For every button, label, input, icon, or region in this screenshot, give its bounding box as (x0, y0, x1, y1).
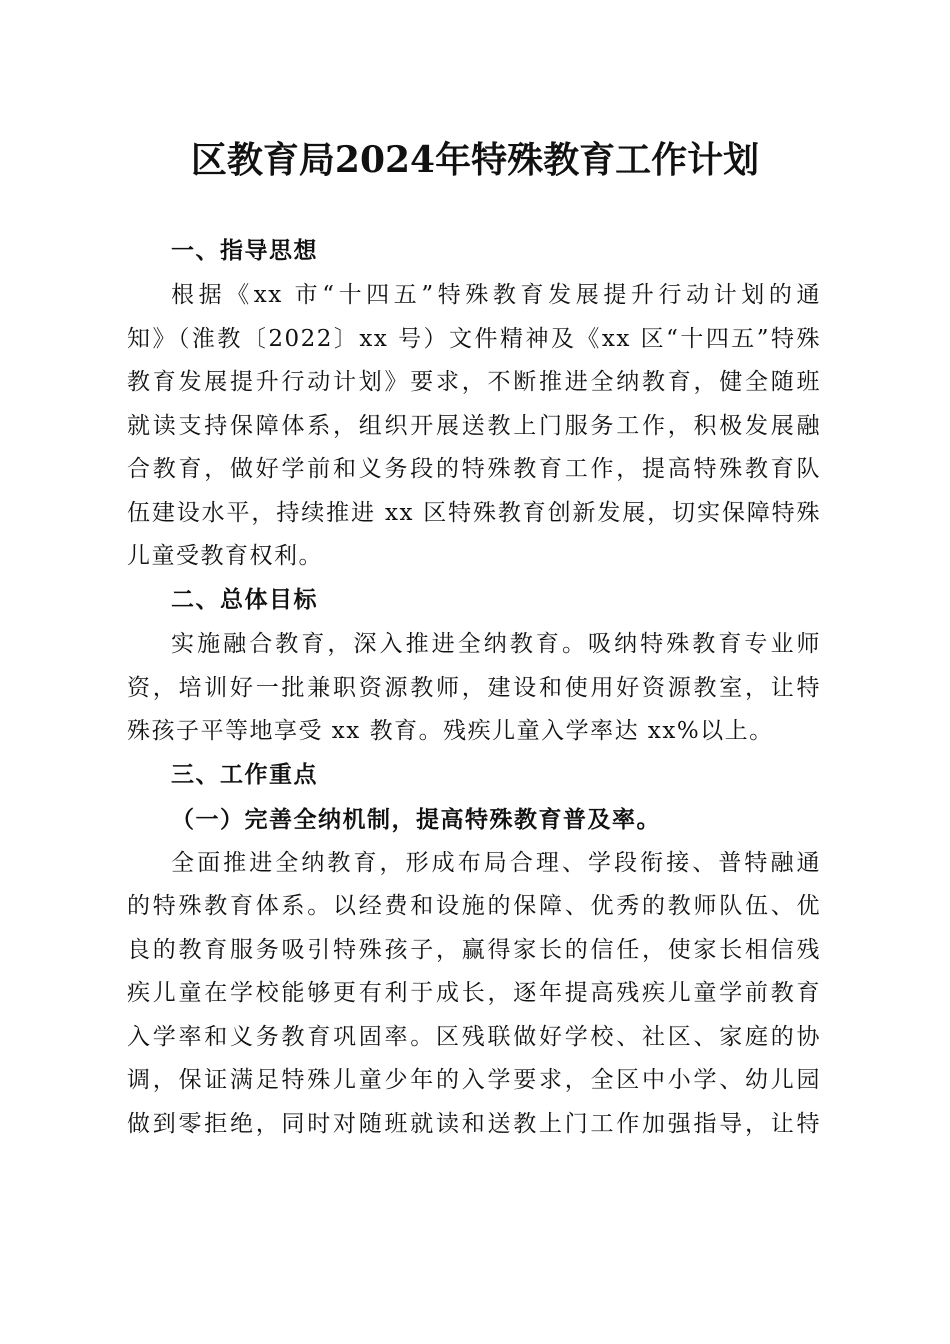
text-line: 入学率和义务教育巩固率。区残联做好学校、社区、家庭的协 (127, 1023, 821, 1050)
paragraph-work-focus (127, 842, 821, 1147)
text-line: 伍建设水平，持续推进 xx 区特殊教育创新发展，切实保障特殊 (127, 499, 821, 526)
text-line: 殊孩子平等地享受 xx 教育。残疾儿童入学率达 xx%以上。 (127, 718, 774, 744)
text-line: 的特殊教育体系。以经费和设施的保障、优秀的教师队伍、优 (127, 893, 821, 919)
text-line: 儿童受教育权利。 (127, 543, 323, 569)
paragraph-guiding-ideology (127, 274, 821, 579)
text-line: 疾儿童在学校能够更有利于成长，逐年提高残疾儿童学前教育 (127, 980, 821, 1006)
section-heading-guiding-ideology: 一、指导思想 (171, 238, 318, 264)
section-heading-work-focus: 三、工作重点 (171, 762, 318, 788)
text-line: 合教育，做好学前和义务段的特殊教育工作，提高特殊教育队 (127, 456, 821, 482)
text-line: 教育发展提升行动计划》要求，不断推进全纳教育，健全随班 (127, 369, 821, 395)
text-line: 知》（淮教〔2022〕xx 号）文件精神及《xx 区“十四五”特殊 (127, 325, 821, 352)
section-heading-overall-goals: 二、总体目标 (171, 587, 318, 613)
text-line: 做到零拒绝，同时对随班就读和送教上门工作加强指导，让特 (127, 1110, 821, 1137)
text-line: 根据《xx 市“十四五”特殊教育发展提升行动计划的通 (171, 282, 821, 308)
paragraph-overall-goals (127, 623, 821, 754)
subsection-heading: （一）完善全纳机制，提高特殊教育普及率。 (171, 806, 661, 833)
document-body (127, 230, 821, 1147)
document-title: 区教育局2024年特殊教育工作计划 (190, 139, 760, 181)
text-line: 良的教育服务吸引特殊孩子，赢得家长的信任，使家长相信残 (127, 936, 821, 963)
text-line: 调，保证满足特殊儿童少年的入学要求，全区中小学、幼儿园 (127, 1067, 821, 1093)
text-line: 就读支持保障体系，组织开展送教上门服务工作，积极发展融 (127, 412, 821, 439)
text-line: 实施融合教育，深入推进全纳教育。吸纳特殊教育专业师 (171, 631, 821, 657)
text-line: 资，培训好一批兼职资源教师，建设和使用好资源教室，让特 (127, 674, 821, 701)
text-line: 全面推进全纳教育，形成布局合理、学段衔接、普特融通 (171, 849, 821, 876)
